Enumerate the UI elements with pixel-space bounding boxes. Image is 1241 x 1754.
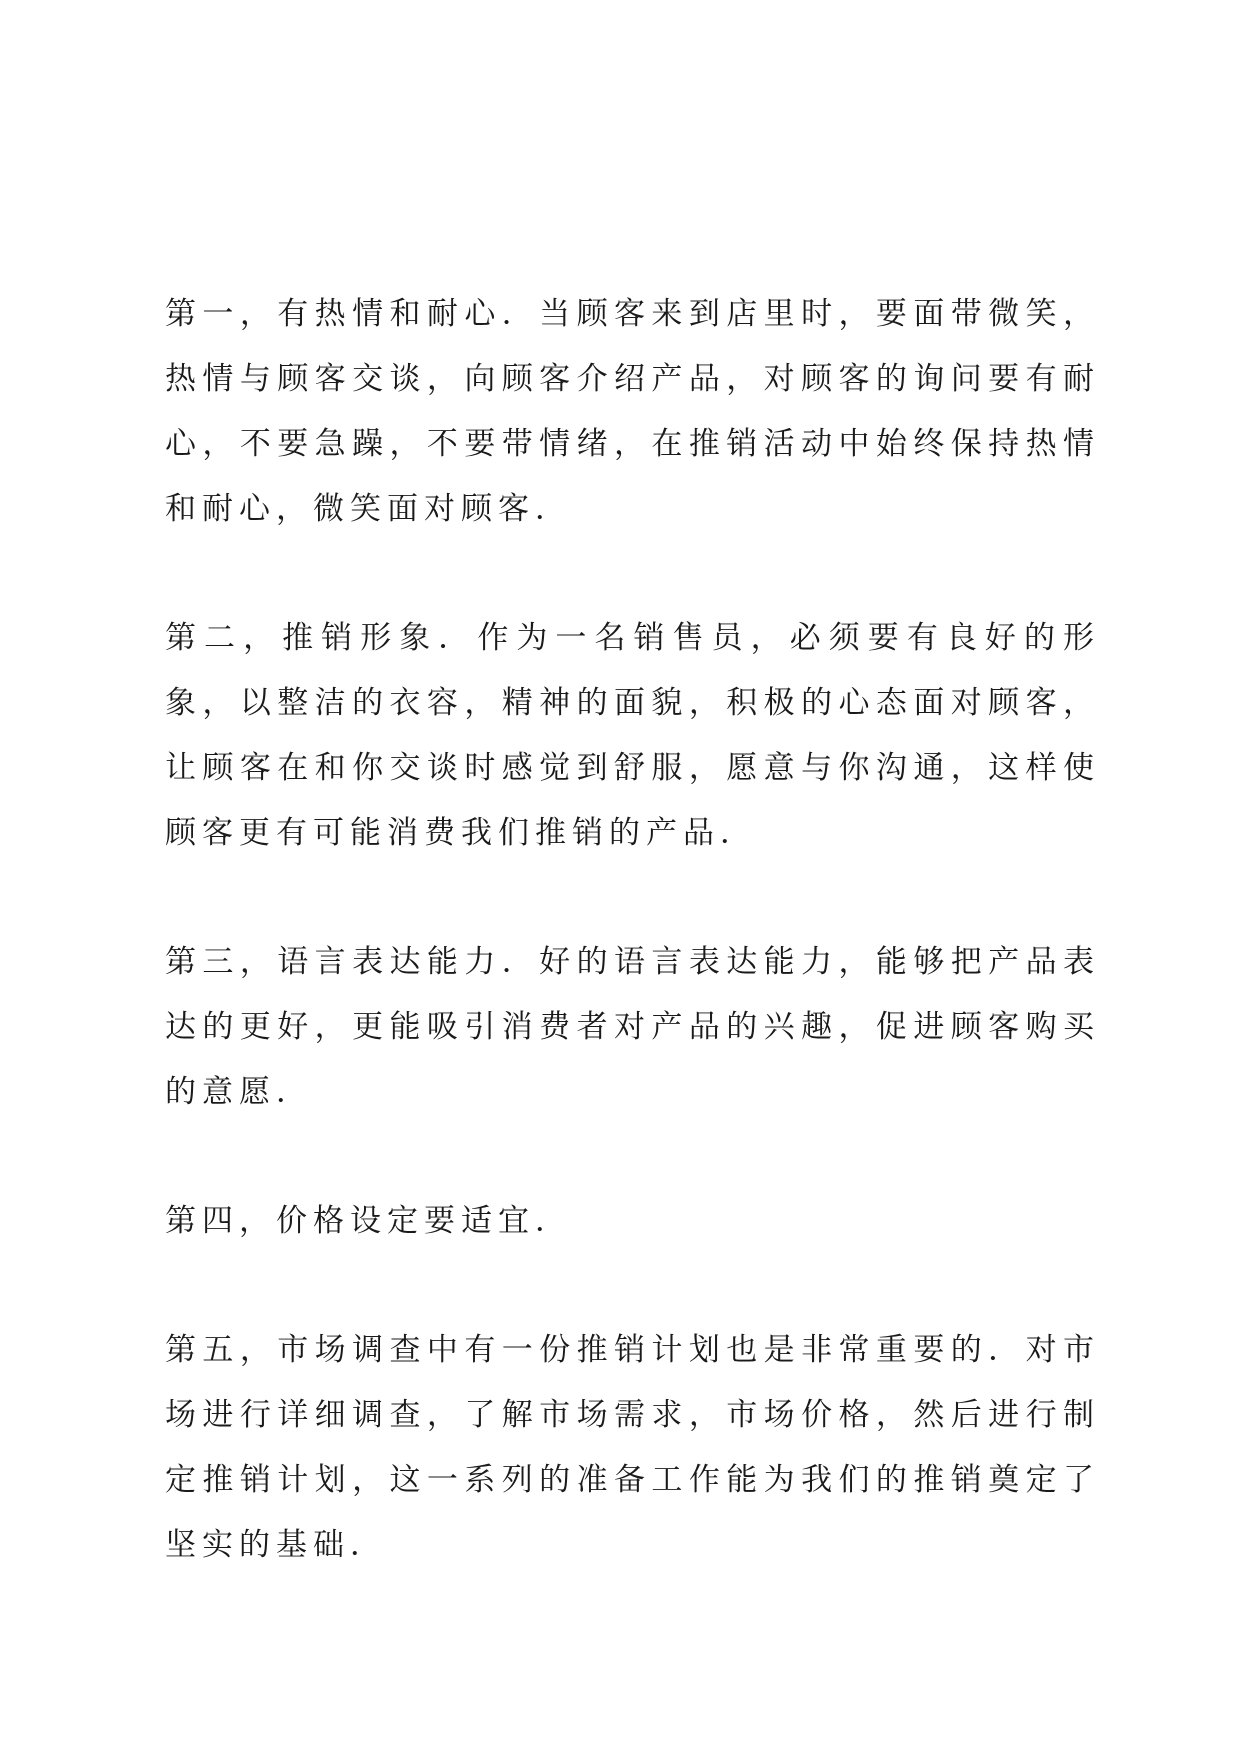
paragraph-spacer bbox=[165, 866, 1100, 930]
paragraph-5: 第五，市场调查中有一份推销计划也是非常重要的．对市场进行详细调查，了解市场需求，市场价格，然后进行制定推销计划，这一系列的准备工作能为我们的推销奠定了坚实的基础． bbox=[165, 1332, 1100, 1563]
paragraph-4: 第四，价格设定要适宜． bbox=[165, 1203, 572, 1239]
paragraph-spacer bbox=[165, 1254, 1100, 1318]
paragraph-spacer bbox=[165, 542, 1100, 606]
paragraph-3: 第三，语言表达能力．好的语言表达能力，能够把产品表达的更好，更能吸引消费者对产品的兴趣，促进顾客购买的意愿． bbox=[165, 944, 1100, 1110]
paragraph-2: 第二，推销形象．作为一名销售员，必须要有良好的形象，以整洁的衣容，精神的面貌，积极的心态面对顾客，让顾客在和你交谈时感觉到舒服，愿意与你沟通，这样使顾客更有可能消费我们推销的产品． bbox=[165, 620, 1100, 851]
paragraph-spacer bbox=[165, 1125, 1100, 1189]
document-body bbox=[165, 282, 1100, 1578]
paragraph-1: 第一，有热情和耐心．当顾客来到店里时，要面带微笑，热情与顾客交谈，向顾客介绍产品，对顾客的询问要有耐心，不要急躁，不要带情绪，在推销活动中始终保持热情和耐心，微笑面对顾客． bbox=[165, 296, 1100, 527]
